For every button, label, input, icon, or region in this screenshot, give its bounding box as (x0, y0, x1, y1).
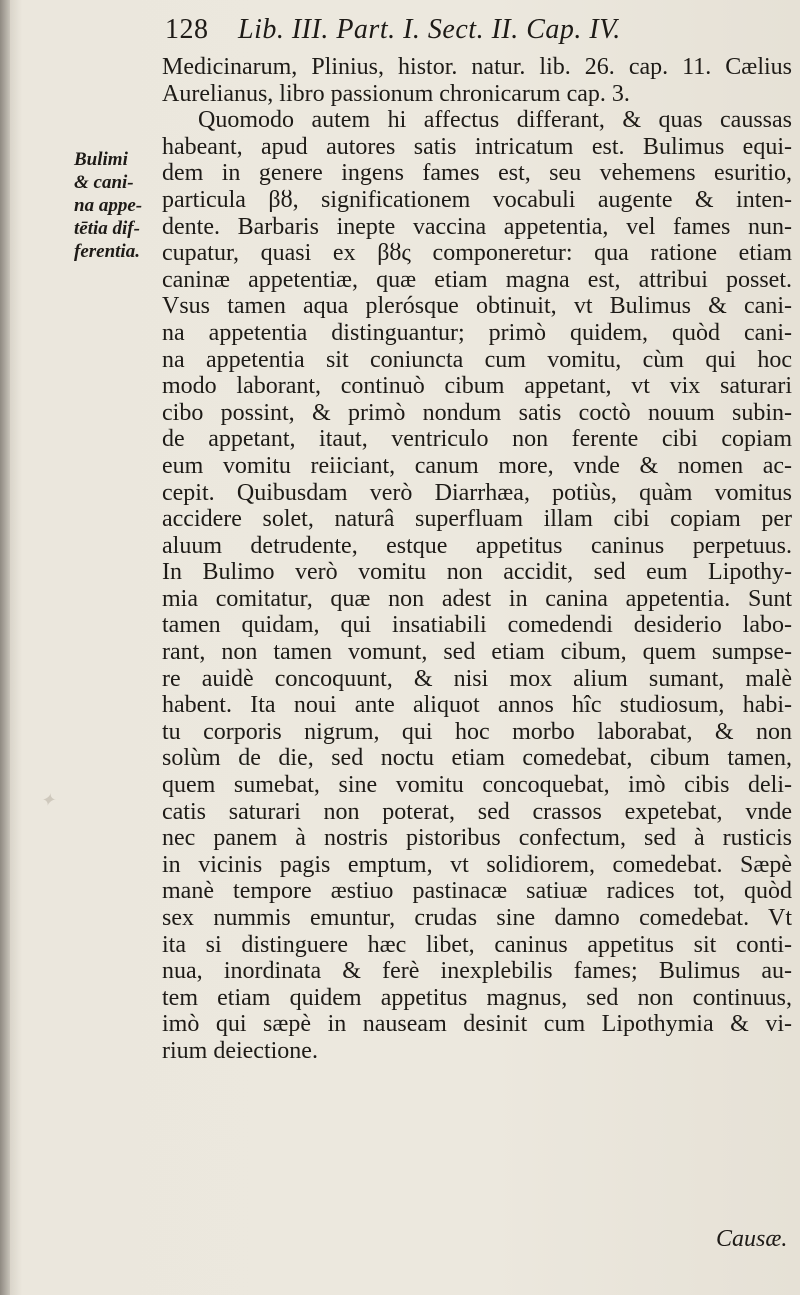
text-line: imò qui sæpè in nauseam desinit cum Lipothymia & vi- (162, 1011, 792, 1038)
text-line: cepit. Quibusdam verò Diarrhæa, potiùs, quàm vomitus (162, 479, 792, 506)
text-line: particula βȣ, significationem vocabuli augente & inten- (162, 186, 792, 213)
text-line: na appetentia distinguantur; primò quidem, quòd cani- (162, 319, 792, 346)
marginal-note-line: ferentia. (74, 241, 140, 262)
text-line: In Bulimo verò vomitu non accidit, sed eum Lipothy- (162, 559, 792, 586)
running-header (165, 14, 785, 54)
text-line: quem sumebat, sine vomitu concoquebat, imò cibis deli- (162, 772, 792, 799)
text-line: dem in genere ingens fames est, seu vehemens esuritio, (162, 160, 792, 187)
bleed-through-mark: ✦ (40, 790, 56, 810)
body-text (162, 54, 792, 1065)
text-line: tamen quidam, qui insatiabili comedendi desiderio labo- (162, 612, 792, 639)
text-line: caninæ appetentiæ, quæ etiam magna est, attribui posset. (162, 266, 792, 293)
text-line: sex nummis emuntur, crudas sine damno comedebat. Vt (162, 905, 792, 931)
page-number: 128 (165, 14, 209, 45)
text-line: eum vomitu reiiciant, canum more, vnde & nomen ac- (162, 452, 792, 479)
text-line: manè tempore æstiuo pastinacæ satiuæ radices tot, quòd (162, 878, 792, 905)
marginal-note (74, 148, 166, 263)
text-line: habent. Ita noui ante aliquot annos hîc studiosum, habi- (162, 692, 792, 719)
marginal-note-line: Bulimi (74, 149, 128, 170)
marginal-note-line: & cani- (74, 172, 134, 193)
text-line: de appetant, itaut, ventriculo non ferente cibi copiam (162, 426, 792, 453)
text-line: habeant, apud autores satis intricatum est. Bulimus equi- (162, 133, 792, 160)
text-line: nua, inordinata & ferè inexplebilis fames; Bulimus au- (162, 958, 792, 985)
text-line: ita si distinguere hæc libet, caninus appetitus sit conti- (162, 931, 792, 958)
text-line: Quomodo autem hi affectus differant, & quas caussas (198, 107, 792, 134)
text-line: rium deiectione. (162, 1037, 318, 1064)
text-line: na appetentia sit coniuncta cum vomitu, cùm qui hoc (162, 346, 792, 373)
marginal-note-line: na appe- (74, 195, 143, 216)
text-line: re auidè concoquunt, & nisi mox alium sumant, malè (162, 665, 792, 692)
book-spine-shadow (0, 0, 10, 1295)
text-line: accidere solet, naturâ superfluam illam cibi copiam per (162, 506, 792, 533)
text-line: dente. Barbaris inepte vaccina appetentia, vel fames nun- (162, 213, 792, 240)
text-line: cibo possint, & primò nondum satis coctò nouum subin- (162, 399, 792, 426)
text-line: rant, non tamen vomunt, sed etiam cibum, quem sumpse- (162, 639, 792, 666)
text-line: modo laborant, continuò cibum appetant, vt vix saturari (162, 373, 792, 400)
running-title: Lib. III. Part. I. Sect. II. Cap. IV. (238, 14, 621, 45)
text-line: tem etiam quidem appetitus magnus, sed non continuus, (162, 984, 792, 1011)
catchword: Causæ. (716, 1226, 788, 1252)
text-line: tu corporis nigrum, qui hoc morbo laborabat, & non (162, 718, 792, 745)
text-line: solùm de die, sed noctu etiam comedebat, cibum tamen, (162, 745, 792, 772)
text-line: in vicinis pagis emptum, vt solidiorem, comedebat. Sæpè (162, 851, 792, 878)
text-line: catis saturari non poterat, sed crassos expetebat, vnde (162, 798, 792, 825)
text-line: aluum detrudente, estque appetitus caninus perpetuus. (162, 532, 792, 559)
text-line: nec panem à nostris pistoribus confectum, sed à rusticis (162, 825, 792, 852)
marginal-note-line: tētia dif- (74, 218, 140, 239)
text-line: Medicinarum, Plinius, histor. natur. lib. 26. cap. 11. Cælius (162, 54, 792, 80)
text-line: Aurelianus, libro passionum chronicarum cap. 3. (162, 80, 630, 107)
text-line: Vsus tamen aqua plerósque obtinuit, vt Bulimus & cani- (162, 293, 792, 320)
text-line: mia comitatur, quæ non adest in canina appetentia. Sunt (162, 585, 792, 612)
text-line: cupatur, quasi ex βȣς componeretur: qua ratione etiam (162, 240, 792, 267)
